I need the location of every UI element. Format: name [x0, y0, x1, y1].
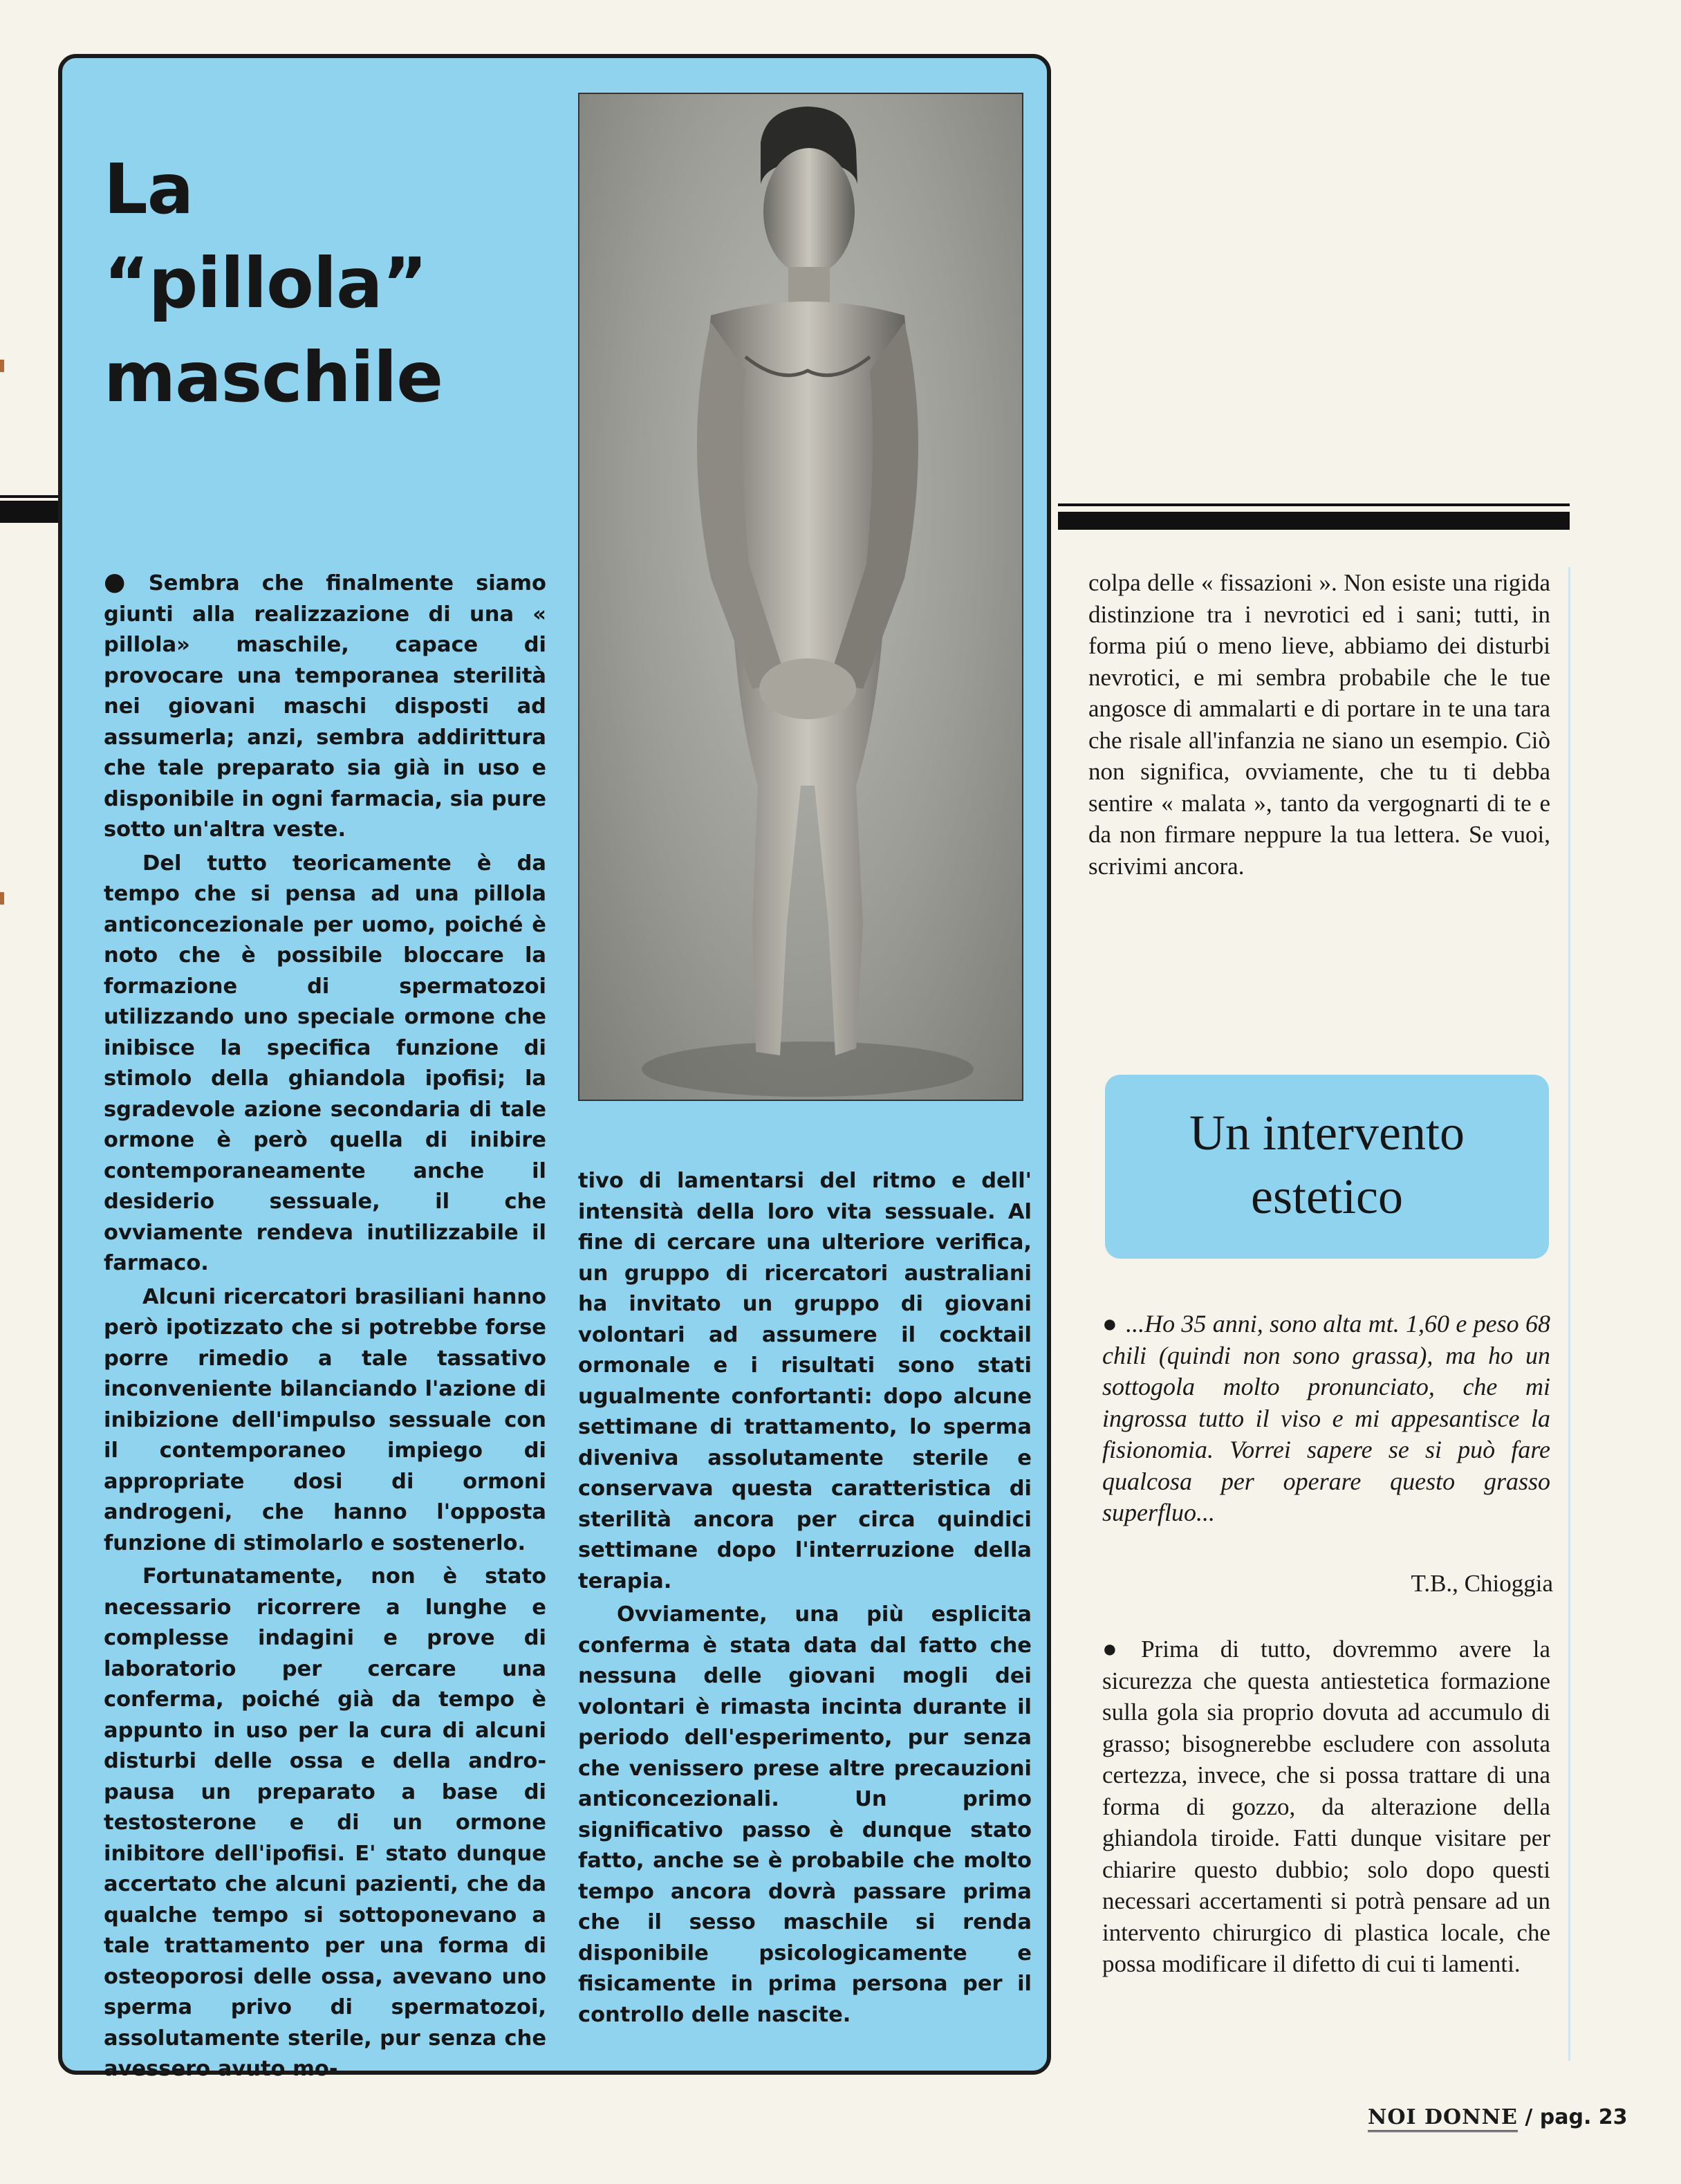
paragraph: tivo di lamentarsi del ritmo e dell' intensità della loro vita sessuale. Al fine di cercare una ulteriore verifica, un gruppo di ricercatori australiani ha invitato un gruppo di giovani volontari ad assumere il cocktail ormonale e i risultati sono stati ugualmente confortanti: dopo alcune settimane di trattamento, lo sperma diveniva assolutamente sterile e conservava questa caratteristica di sterilità ancora per circa quindici settimane dopo l'interruzione della terapia. [578, 1169, 1032, 1593]
article-photo [578, 93, 1023, 1101]
section-title-box [1105, 1075, 1549, 1259]
article-column-1 [104, 567, 546, 2088]
page-number: pag. 23 [1539, 2105, 1628, 2129]
title-line: La [104, 149, 194, 230]
section-rule [1058, 512, 1570, 530]
paragraph: Alcuni ricercatori brasiliani hanno però ipotizzato che si potrebbe forse porre rimedio a tale tassativo inconveniente bilanciando l'azione di inibizione dell'impulso sessuale con il contemporaneo impiego di appropriate dosi di ormoni androgeni, che hanno l'opposta funzione di stimolarlo e sostenerlo. [104, 1284, 546, 1555]
expert-answer [1102, 1634, 1550, 1980]
title-line: “pillola” [104, 243, 427, 324]
paragraph-text: Sembra che finalmente siamo giunti alla realizzazione di una « pillola» maschile, capace di provocare una temporanea sterilità nei giovani maschi disposti ad assumerla; anzi, sembra addirittura che tale preparato sia già in uso e disponibile in ogni farmacia, sia pure sotto un'altra veste. [104, 571, 546, 842]
article-title [104, 142, 519, 425]
paragraph: Ovviamente, una più esplicita conferma è stata data dal fatto che nessuna delle giovani mogli dei volontari è rimasta incinta durante il periodo dell'esperimento, pur senza che venissero prese altre precauzioni anticoncezionali. Un primo significativo passo è dunque stato fatto, anche se è probabile che molto tempo ancora dovrà passare prima che il sesso maschile si renda disponibile psicologicamente e fisicamente in prima persona per il controllo delle nascite. [578, 1602, 1032, 2027]
question-text: ...Ho 35 anni, sono alta mt. 1,60 e peso 68 chili (quindi non sono grassa), ma ho un sottogola molto pronunciato, che mi ingrossa tutto il viso e mi appesantisce la fisionomia. Vorrei sapere se si può fare qualcosa per operare questo grasso superfluo... [1102, 1310, 1550, 1526]
footer-separator: / [1525, 2105, 1533, 2129]
paragraph: Del tutto teoricamente è da tempo che si pensa ad una pillola anticoncezionale per uomo, poiché è noto che è possibile bloccare la formazione di spermatozoi utilizzando uno speciale ormone che inibisce la specifica funzione di stimolo della ghiandola ipofisi; la sgradevole azione secondaria di tale ormone è però quella di inibire contemporaneamente anche il desiderio sessuale, il che ovviamente rendeva inutilizzabile il farmaco. [104, 851, 546, 1275]
paragraph: Fortunatamente, non è stato necessario ricorrere a lunghe e complesse indagini e prove di laboratorio per cercare una conferma, poiché già da tempo è appunto in uso per la cura di alcuni disturbi delle ossa e della andro-pausa un preparato a base di testosterone e di un ormone inibitore dell'ipofisi. E' stato dunque accertato che alcuni pazienti, che da qualche tempo si sottoponevano a tale trattamento per una forma di osteoporosi delle ossa, avevano uno sperma privo di spermatozoi, assolutamente sterile, pur senza che avessero avuto mo- [104, 1564, 546, 2081]
paragraph [104, 567, 546, 846]
section-rule-thin [0, 495, 62, 498]
standing-man-illustration [579, 94, 1022, 1100]
magazine-brand: NOI DONNE [1368, 2105, 1518, 2132]
margin-mark [0, 360, 4, 372]
article-column-2 [578, 1166, 1032, 2033]
bullet-icon: ● [1102, 1310, 1118, 1338]
section-rule-thin [1058, 503, 1570, 506]
title-line: maschile [104, 337, 443, 418]
letters-column [1088, 567, 1550, 882]
reader-signature: T.B., Chioggia [1411, 1570, 1553, 1597]
page-footer [1368, 2105, 1628, 2129]
section-title [1105, 1101, 1549, 1228]
bullet-icon: ● [1102, 1635, 1133, 1663]
margin-mark [0, 892, 4, 905]
answer-text: Prima di tutto, dovremmo avere la sicurezza che questa antiestetica formazione sulla gola sia proprio dovuta ad accumulo di grasso; bisognerebbe escludere con assoluta certezza, invece, che si possa trattare di una forma di gozzo, da alterazione della ghiandola tiroide. Fatti dunque visitare per chiarire questo dubbio; solo dopo questi necessari accertamenti si potrà pensare ad un intervento chirurgico di plastica locale, che possa modificare il difetto di cui ti lamenti. [1102, 1636, 1550, 1977]
continued-answer: colpa delle « fissazioni ». Non esiste una rigida distinzione tra i nevrotici ed i sani; tutti, in forma piú o meno lieve, abbiamo dei disturbi nevrotici, e mi sembra probabile che le tue angosce di ammalarti e di portare in te una tara che risale all'infanzia ne siano un esempio. Ciò non significa, ovviamente, che tu ti debba sentire « malata », tanto da vergognarti di te e da non firmare neppure la tua lettera. Se vuoi, scrivimi ancora. [1088, 569, 1550, 880]
section-rule [0, 501, 62, 523]
column-divider [1568, 567, 1570, 2061]
reader-question [1102, 1308, 1550, 1529]
section-title-line: estetico [1251, 1169, 1403, 1224]
bullet-icon: ● [104, 568, 140, 596]
section-title-line: Un intervento [1189, 1105, 1465, 1160]
